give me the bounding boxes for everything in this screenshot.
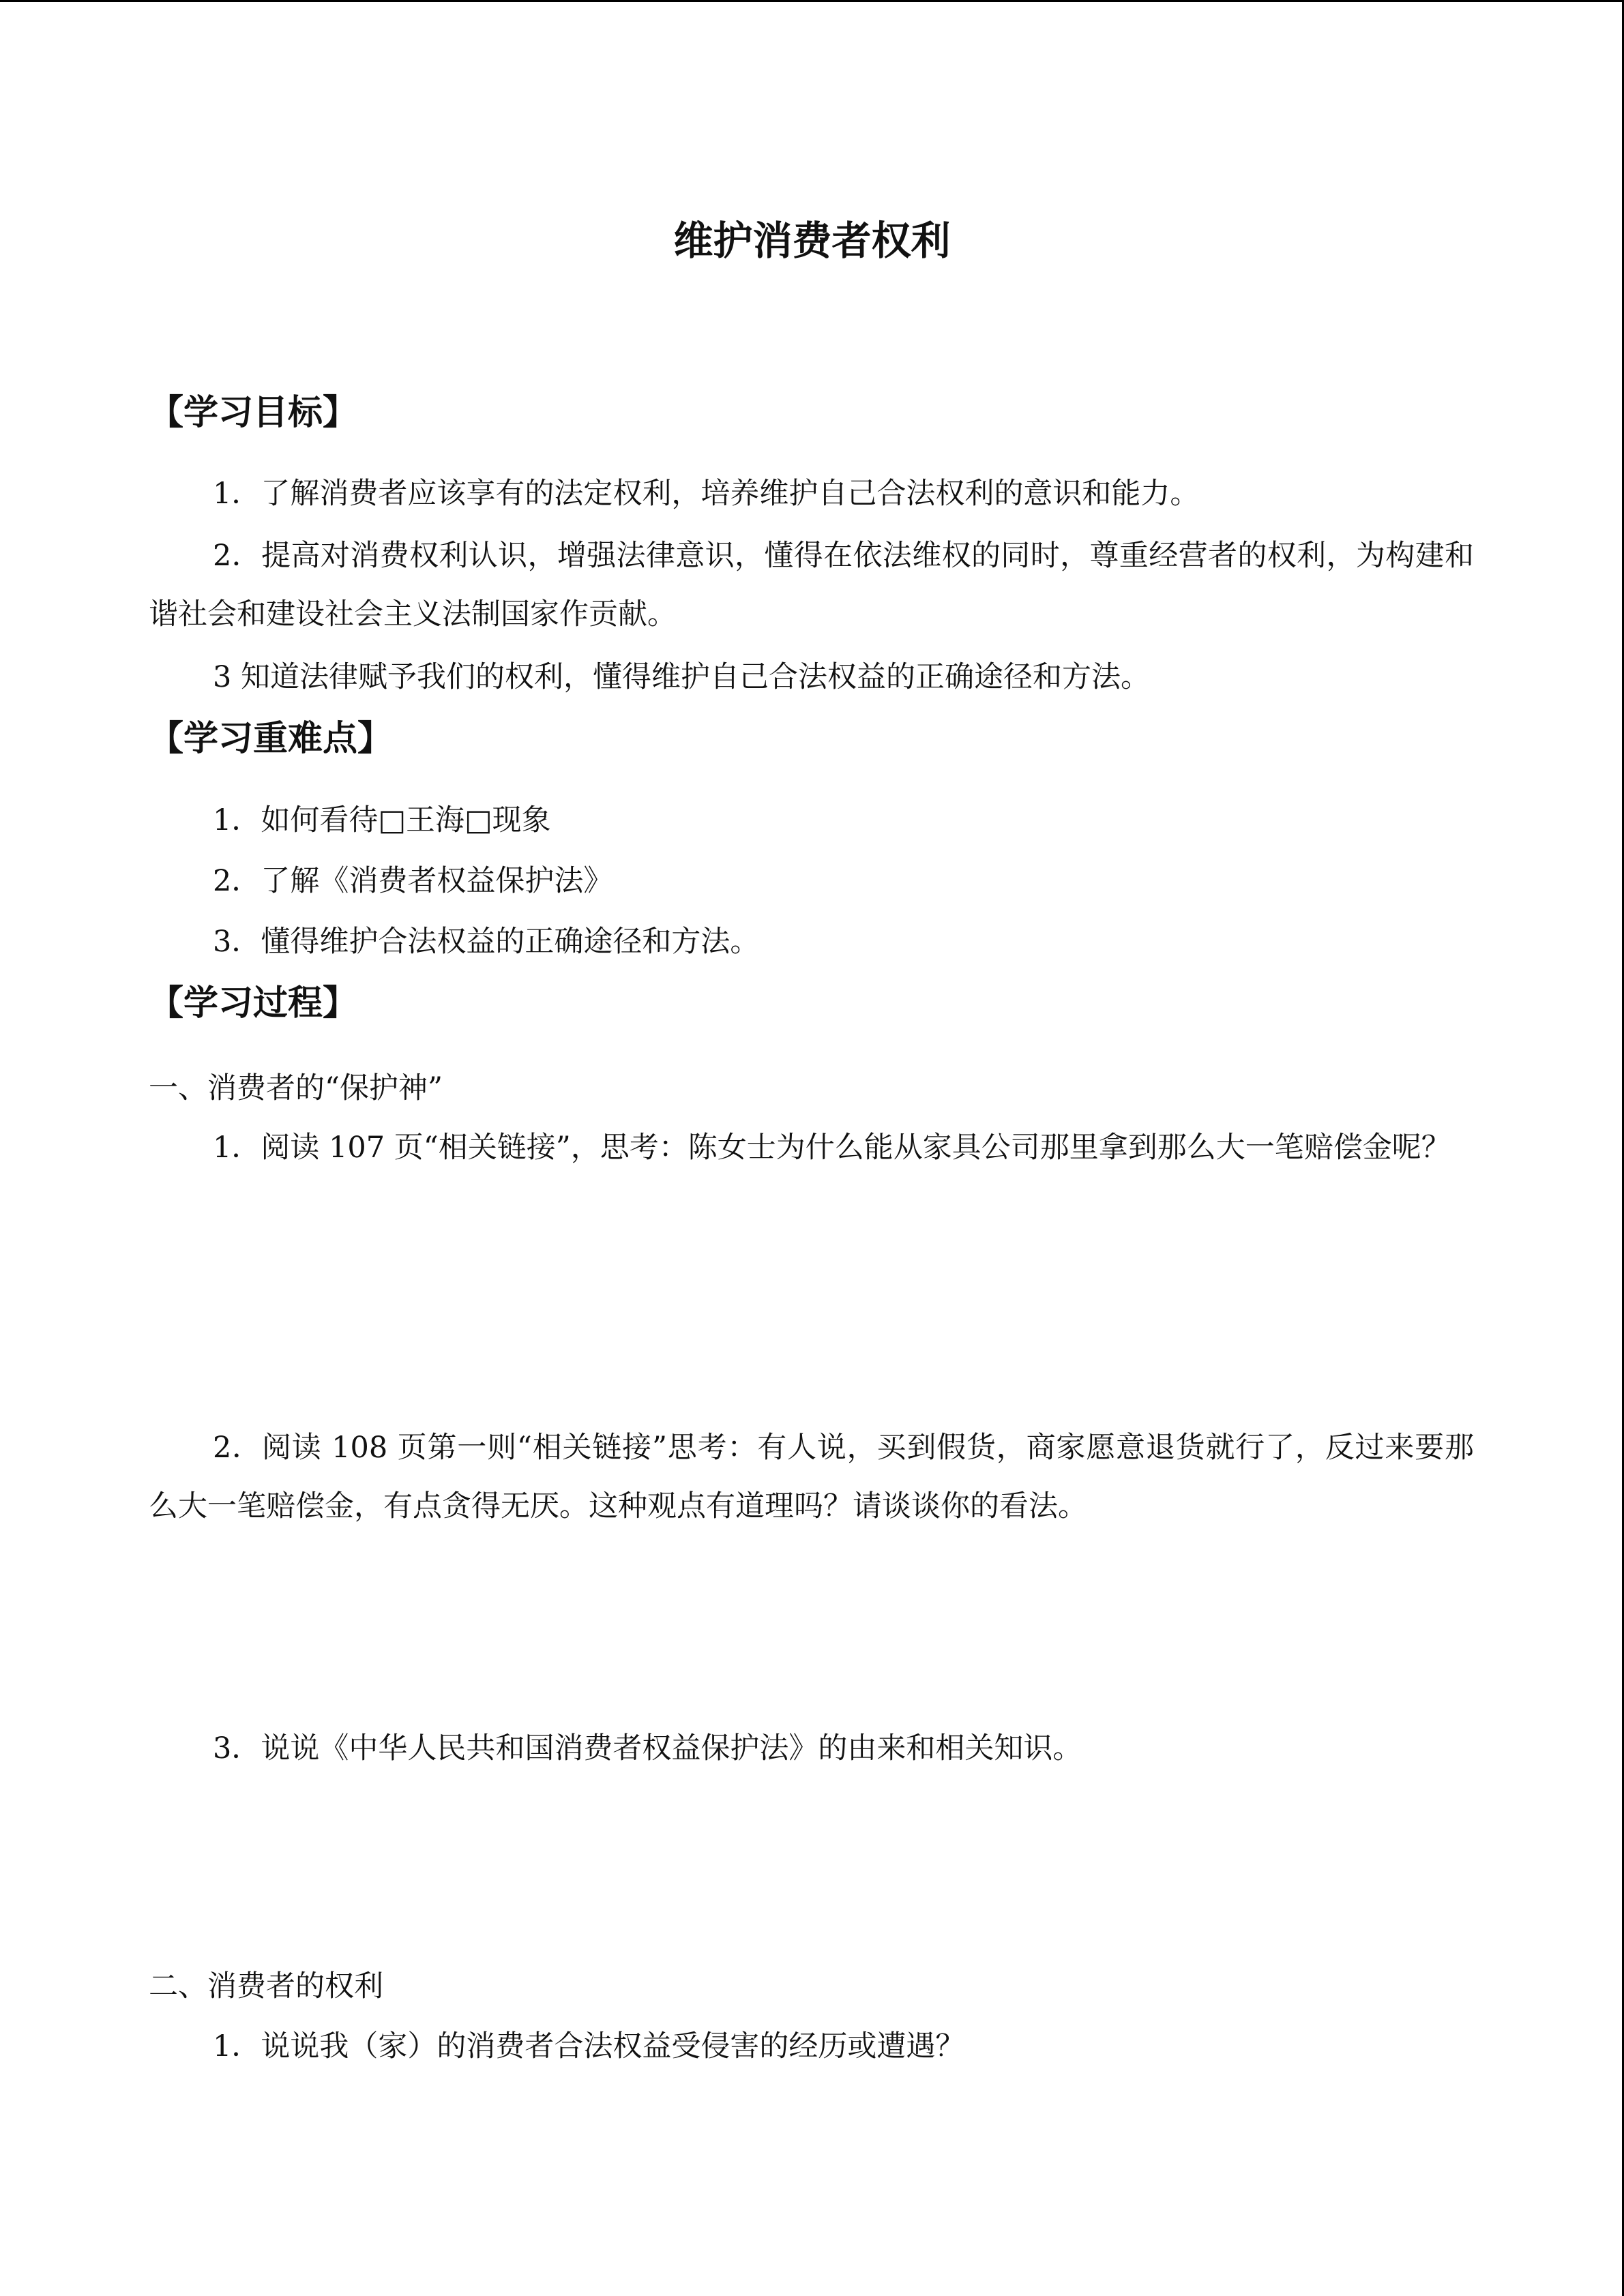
key-point-item-2: 2．了解《消费者权益保护法》: [213, 864, 613, 898]
objective-item-1: 1．了解消费者应该享有的法定权利，培养维护自己合法权利的意识和能力。: [213, 477, 1200, 511]
key-point-item-1: 1．如何看待□王海□现象: [213, 803, 551, 837]
section1-question-2: 2．阅读 108 页第一则“相关链接”思考：有人说，买到假货，商家愿意退货就行了，反过来要那么大一笔赔偿金，有点贪得无厌。这种观点有道理吗？请谈谈你的看法。: [149, 1431, 1474, 1523]
section1-question-1: 1．阅读 107 页“相关链接”，思考：陈女士为什么能从家具公司那里拿到那么大一笔赔偿金呢？: [213, 1131, 1451, 1165]
section1-title: 一、消费者的“保护神”: [149, 1071, 443, 1105]
section2-question-1: 1．说说我（家）的消费者合法权益受侵害的经历或遭遇？: [213, 2029, 965, 2063]
section2-title: 二、消费者的权利: [149, 1969, 383, 2003]
key-point-item-3: 3．懂得维护合法权益的正确途径和方法。: [213, 925, 760, 959]
section1-question-3: 3．说说《中华人民共和国消费者权益保护法》的由来和相关知识。: [213, 1731, 1082, 1765]
document-title: 维护消费者权利: [673, 218, 951, 264]
objective-item-2: 2．提高对消费权利认识，增强法律意识，懂得在依法维权的同时，尊重经营者的权利，为构建和谐社会和建设社会主义法制国家作贡献。: [149, 539, 1474, 631]
heading-objectives: 【学习目标】: [149, 393, 358, 433]
heading-process: 【学习过程】: [149, 983, 358, 1024]
heading-key-points: 【学习重难点】: [149, 719, 393, 759]
top-border: [0, 0, 1624, 2]
objective-item-3: 3 知道法律赋予我们的权利，懂得维护自己合法权益的正确途径和方法。: [213, 660, 1151, 694]
